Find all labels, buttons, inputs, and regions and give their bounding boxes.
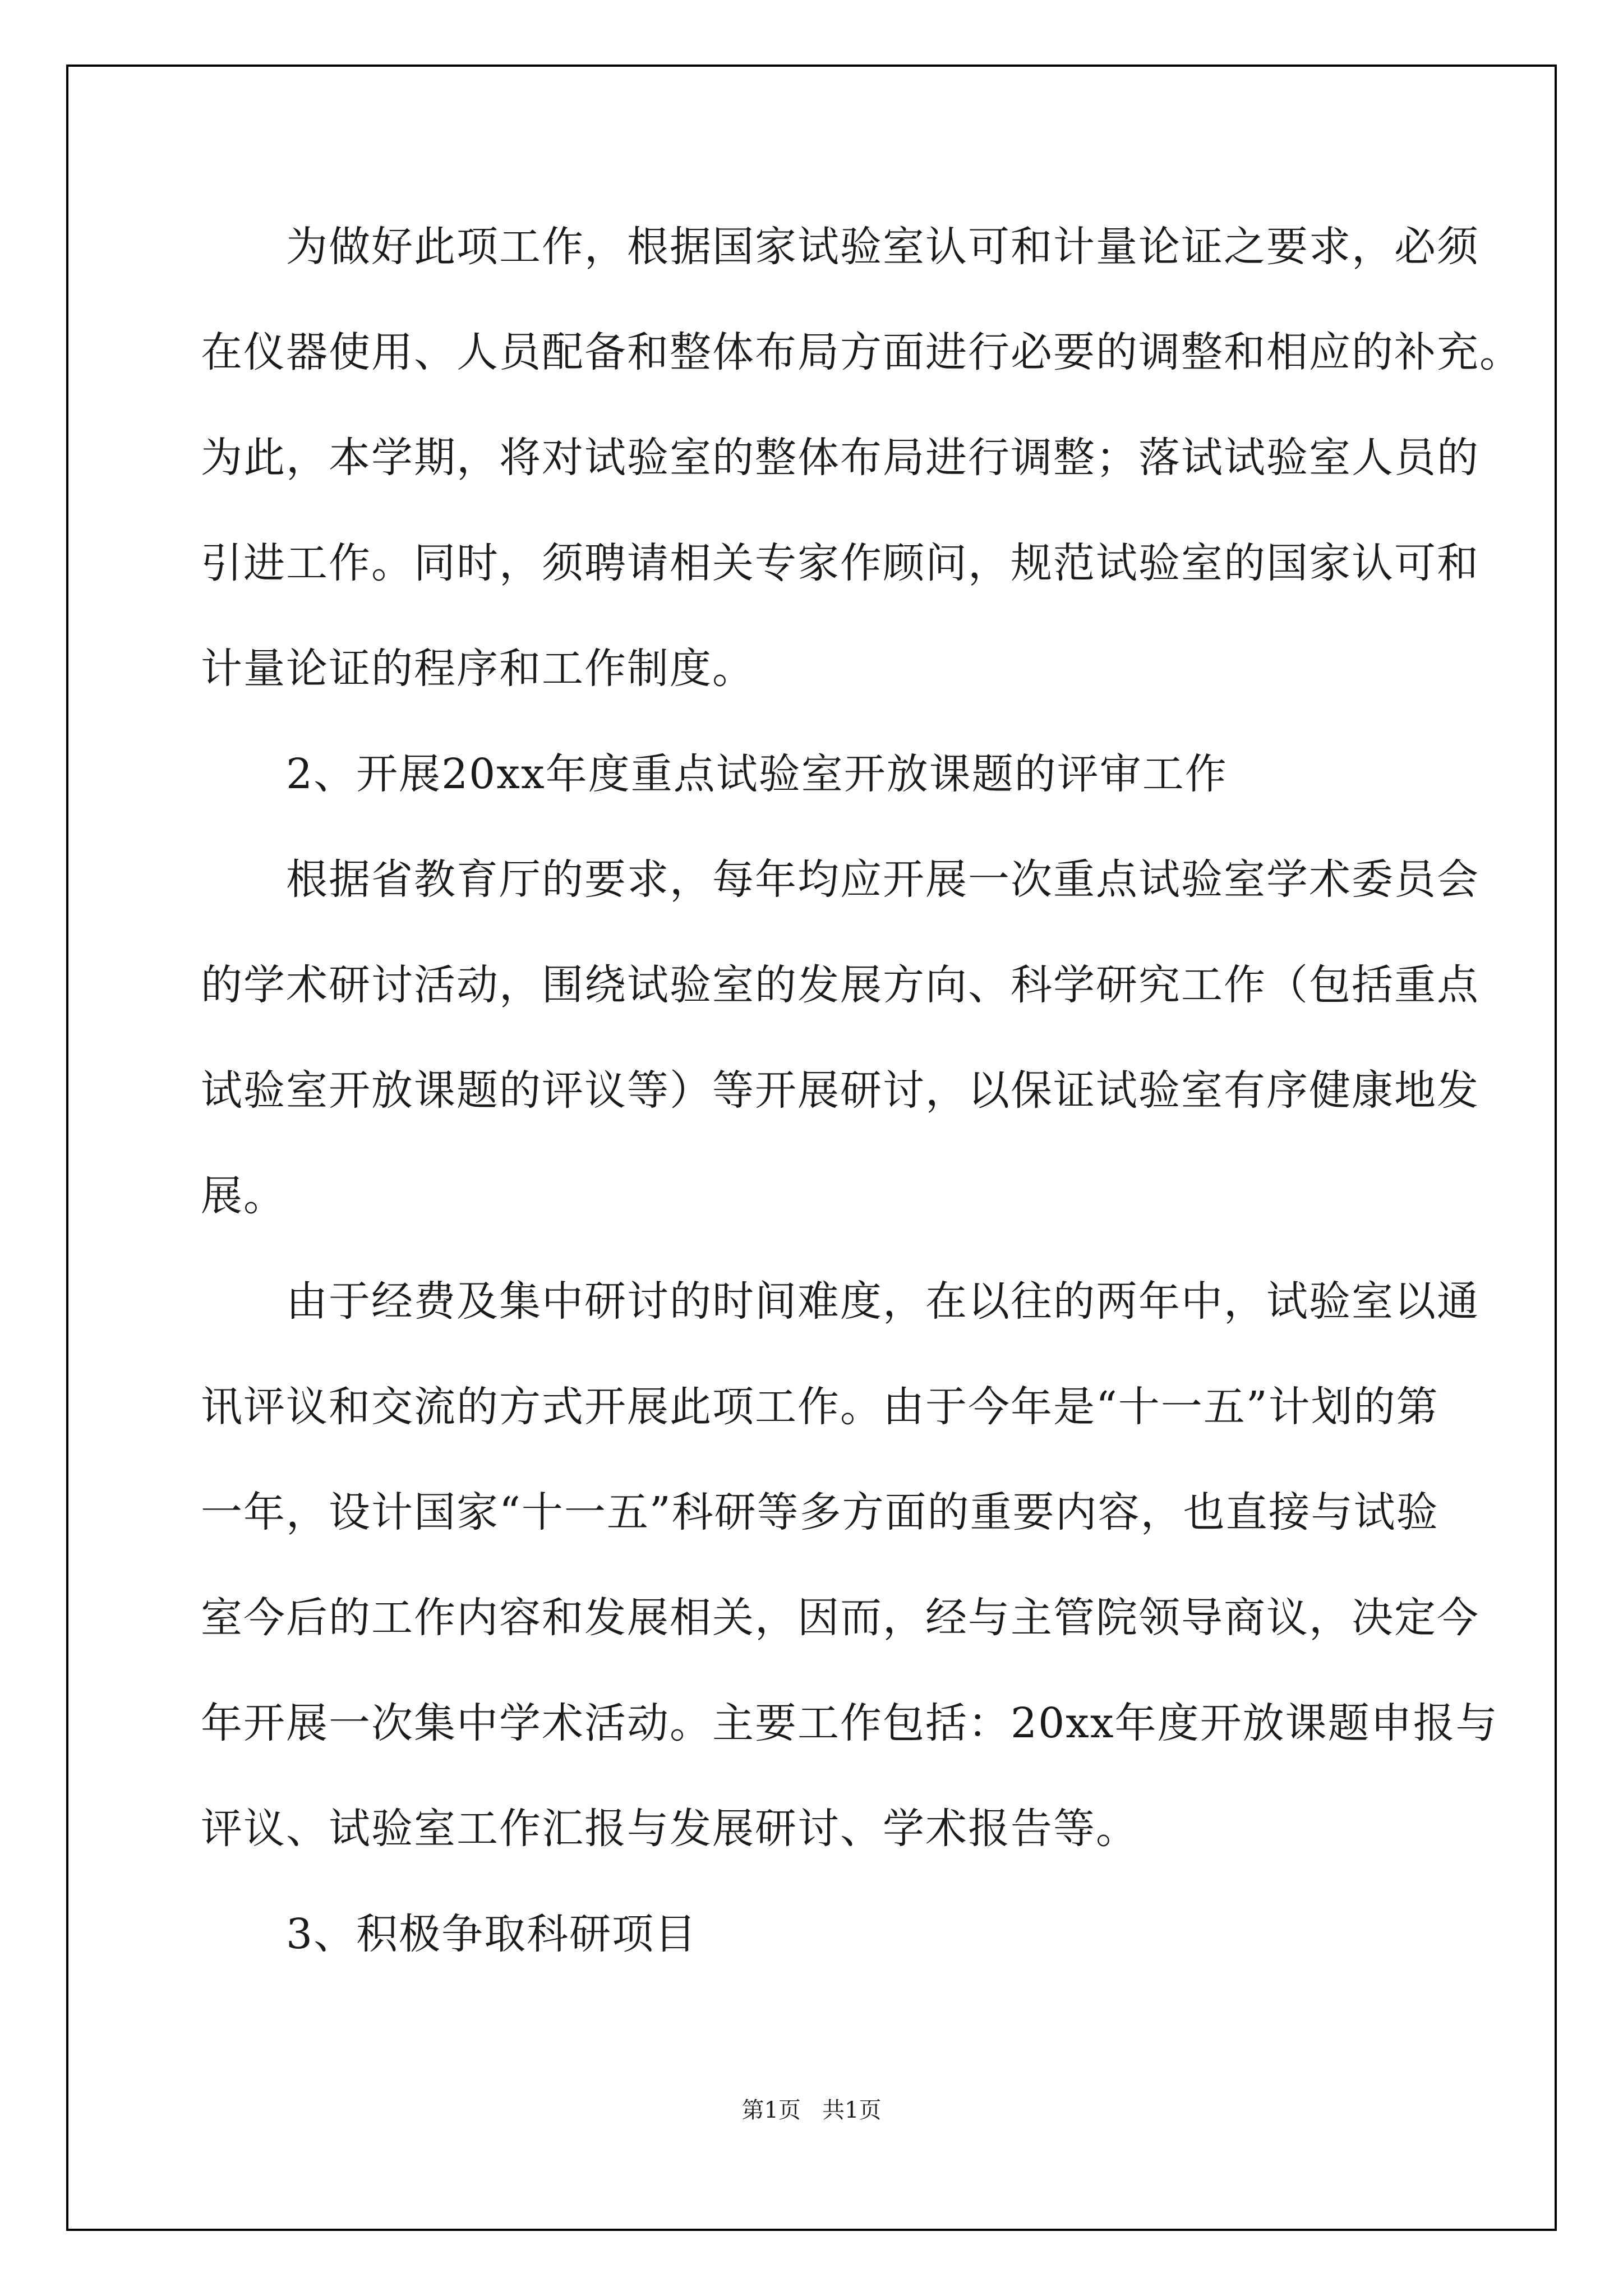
text-line-4: 引进工作。同时，须聘请相关专家作顾问，规范试验室的国家认可和 (201, 539, 1479, 587)
text-line-7: 根据省教育厅的要求，每年均应开展一次重点试验室学术委员会 (201, 855, 1479, 904)
text-line-14: 室今后的工作内容和发展相关，因而，经与主管院领导商议，决定今 (201, 1594, 1479, 1642)
text-line-8: 的学术研讨活动，围绕试验室的发展方向、科学研究工作（包括重点 (201, 961, 1479, 1009)
text-line-3: 为此，本学期，将对试验室的整体布局进行调整；落试试验室人员的 (201, 434, 1479, 482)
text-line-15: 年开展一次集中学术活动。主要工作包括：20xx年度开放课题申报与 (201, 1699, 1498, 1747)
page-footer: 第1页 共1页 (741, 2097, 882, 2123)
text-line-12: 讯评议和交流的方式开展此项工作。由于今年是“十一五”计划的第 (201, 1383, 1439, 1431)
text-line-16: 评议、试验室工作汇报与发展研讨、学术报告等。 (201, 1805, 1138, 1853)
text-line-2: 在仪器使用、人员配备和整体布局方面进行必要的调整和相应的补充。 (201, 328, 1522, 376)
text-line-1: 为做好此项工作，根据国家试验室认可和计量论证之要求，必须 (201, 223, 1479, 271)
text-line-11: 由于经费及集中研讨的时间难度，在以往的两年中，试验室以通 (201, 1277, 1479, 1326)
text-line-9: 试验室开放课题的评议等）等开展研讨，以保证试验室有序健康地发 (201, 1066, 1479, 1115)
text-line-10: 展。 (201, 1172, 286, 1220)
section-heading-2: 2、开展20xx年度重点试验室开放课题的评审工作 (201, 750, 1228, 798)
section-heading-3: 3、积极争取科研项目 (201, 1910, 698, 1958)
text-line-5: 计量论证的程序和工作制度。 (201, 645, 755, 693)
text-line-13: 一年，设计国家“十一五”科研等多方面的重要内容，也直接与试验 (201, 1488, 1439, 1536)
